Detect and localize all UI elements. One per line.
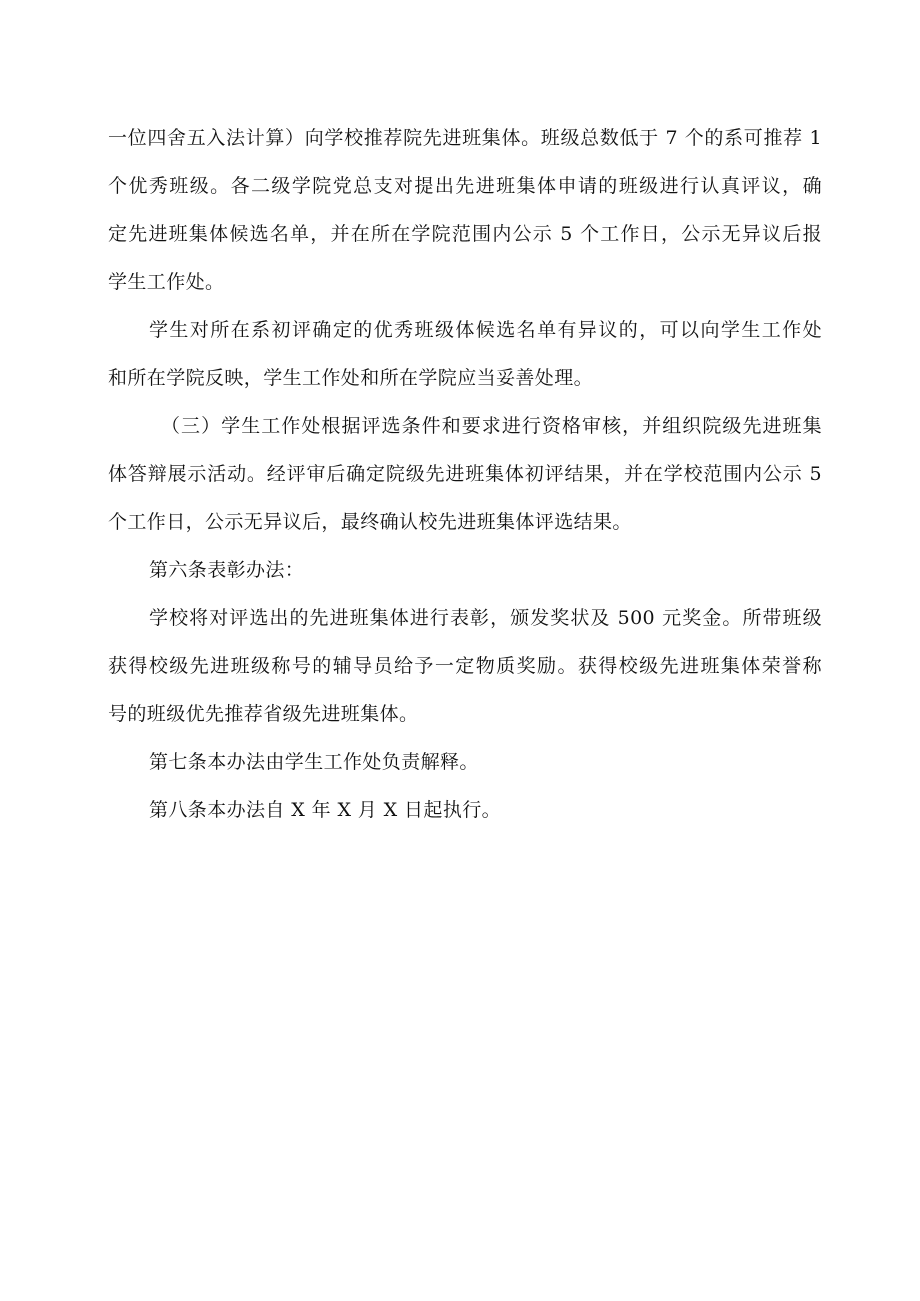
paragraph-line: 体答辩展示活动。经评审后确定院级先进班集体初评结果，并在学校范围内公示 5	[108, 463, 822, 485]
paragraph-line: 定先进班集体候选名单，并在所在学院范围内公示 5 个工作日，公示无异议后报	[108, 223, 822, 245]
paragraph-objection	[108, 318, 822, 390]
paragraph-line: （三）学生工作处根据评选条件和要求进行资格审核，并组织院级先进班集	[161, 415, 822, 437]
paragraph-line: 获得校级先进班级称号的辅导员给予一定物质奖励。获得校级先进班集体荣誉称	[108, 655, 822, 677]
paragraph-line: 号的班级优先推荐省级先进班集体。	[108, 703, 419, 725]
article-six-heading	[108, 558, 822, 582]
paragraph-commendation	[108, 606, 822, 726]
paragraph-line: 个工作日，公示无异议后，最终确认校先进班集体评选结果。	[108, 511, 632, 533]
paragraph-line: 第七条本办法由学生工作处负责解释。	[149, 751, 479, 773]
paragraph-line: 学生工作处。	[108, 271, 225, 293]
paragraph-line: 一位四舍五入法计算）向学校推荐院先进班集体。班级总数低于 7 个的系可推荐 1	[108, 127, 822, 149]
document-body	[108, 126, 822, 822]
paragraph-line: 和所在学院反映，学生工作处和所在学院应当妥善处理。	[108, 367, 594, 389]
paragraph-recommendation	[108, 126, 822, 294]
paragraph-line: 学生对所在系初评确定的优秀班级体候选名单有异议的，可以向学生工作处	[149, 319, 822, 341]
paragraph-line: 个优秀班级。各二级学院党总支对提出先进班集体申请的班级进行认真评议，确	[108, 175, 822, 197]
article-eight	[108, 798, 822, 822]
paragraph-line: 第六条表彰办法：	[149, 559, 305, 581]
paragraph-line: 学校将对评选出的先进班集体进行表彰，颁发奖状及 500 元奖金。所带班级	[149, 607, 822, 629]
paragraph-review	[108, 414, 822, 534]
article-seven	[108, 750, 822, 774]
paragraph-line: 第八条本办法自 X 年 X 月 X 日起执行。	[149, 799, 502, 821]
